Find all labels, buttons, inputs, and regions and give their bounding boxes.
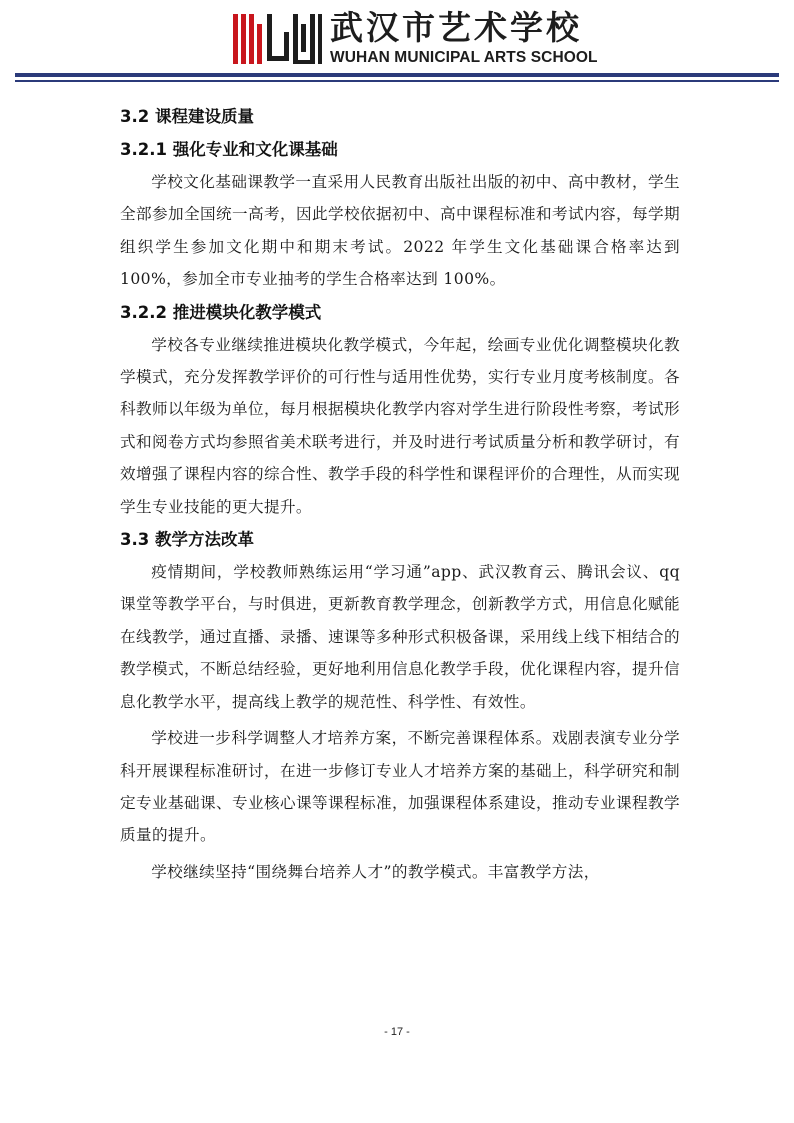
section-heading-3-2: 3.2 课程建设质量 xyxy=(120,107,254,126)
page-number: - 17 - xyxy=(384,1026,410,1038)
document-body xyxy=(120,100,680,888)
paragraph: 学校各专业继续推进模块化教学模式，今年起，绘画专业优化调整模块化教学模式，充分发挥教学评价的可行性与适用性优势，实行专业月度考核制度。各科教师以年级为单位，每月根据模块化教学内容对学生进行阶段性考察，考试形式和阅卷方式均参照省美术联考进行，并及时进行考试质量分析和教学研讨，有效增强了课程内容的综合性、教学手段的科学性和课程评价的合理性，从而实现学生专业技能的更大提升。 xyxy=(120,335,680,516)
page-header xyxy=(0,0,794,95)
section-heading-3-2-2: 3.2.2 推进模块化教学模式 xyxy=(120,302,322,322)
school-name-en: WUHAN MUNICIPAL ARTS SCHOOL xyxy=(330,49,598,66)
header-rule-thin xyxy=(15,80,779,82)
school-name-cn: 武汉市艺术学校 xyxy=(330,8,582,47)
paragraph: 学校继续坚持“围绕舞台培养人才”的教学模式。丰富教学方法， xyxy=(151,862,600,881)
paragraph: 疫情期间，学校教师熟练运用“学习通”app、武汉教育云、腾讯会议、qq 课堂等教学平台，与时俱进，更新教育教学理念，创新教学方式，用信息化赋能在线教学，通过直播、录播、速课等多种形式积极备课，采用线上线下相结合的教学模式，不断总结经验，更好地利用信息化教学手段，优化课程内容，提升信息化教学水平，提高线上教学的规范性、科学性、有效性。 xyxy=(120,563,680,711)
paragraph: 学校进一步科学调整人才培养方案，不断完善课程体系。戏剧表演专业分学科开展课程标准研讨，在进一步修订专业人才培养方案的基础上，科学研究和制定专业基础课、专业核心课等课程标准，加强课程体系建设，推动专业课程教学质量的提升。 xyxy=(120,729,680,845)
section-heading-3-3: 3.3 教学方法改革 xyxy=(120,530,254,550)
paragraph: 学校文化基础课教学一直采用人民教育出版社出版的初中、高中教材，学生全部参加全国统一高考，因此学校依据初中、高中课程标准和考试内容，每学期组织学生参加文化期中和期末考试。2022 年学生文化基础课合格率达到 100%，参加全市专业抽考的学生合格率达到 100%。 xyxy=(120,173,680,289)
section-heading-3-2-1: 3.2.1 强化专业和文化课基础 xyxy=(120,140,338,159)
school-logo-icon xyxy=(231,10,323,68)
header-rule-thick xyxy=(15,73,779,77)
